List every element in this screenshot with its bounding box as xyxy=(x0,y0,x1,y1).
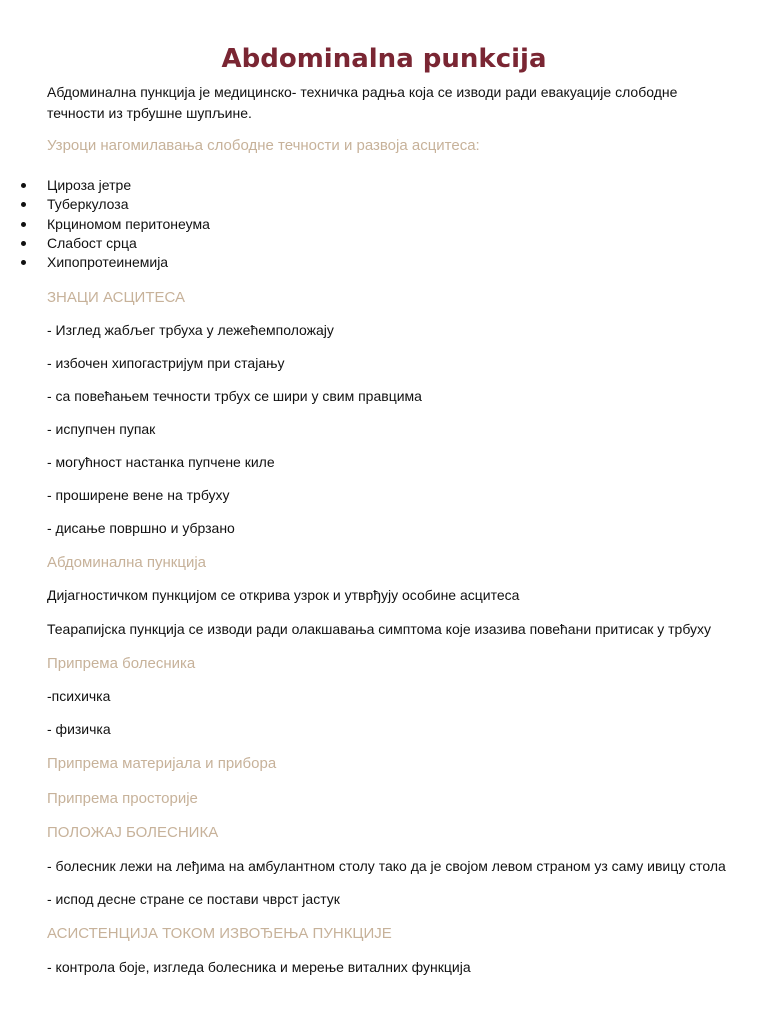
prep-materials-heading: Припрема материјала и прибора xyxy=(47,755,277,772)
sign-line: - проширене вене на трбуху xyxy=(47,487,230,503)
causes-list xyxy=(0,176,210,272)
list-item: Туберкулоза xyxy=(0,195,210,214)
sign-line: - Изглед жабљег трбуха у лежећемположају xyxy=(47,322,334,338)
position-line: - испод десне стране се постави чврст јастук xyxy=(47,891,340,907)
position-line: - болесник лежи на леђима на амбулантном столу тако да је својом левом страном уз саму ивицу стола xyxy=(47,858,726,874)
assist-line: - контрола боје, изгледа болесника и мерење виталних функција xyxy=(47,959,471,975)
bullet-icon xyxy=(21,260,26,265)
bullet-icon xyxy=(21,241,26,246)
sign-line: - избочен хипогастријум при стајању xyxy=(47,355,285,371)
position-heading: ПОЛОЖАЈ БОЛЕСНИКА xyxy=(47,824,219,841)
document-title: Abdominalna punkcija xyxy=(221,44,547,74)
list-item: Крциномом перитонеума xyxy=(0,215,210,234)
causes-heading: Узроци нагомилавања слободне течности и развоја асцитеса: xyxy=(47,137,480,154)
prep-patient-line: -психичка xyxy=(47,688,111,704)
punction-line: Теарапијска пункција се изводи ради олакшавања симптома које изазива повећани притисак у трбуху xyxy=(47,621,712,637)
bullet-icon xyxy=(21,222,26,227)
intro-paragraph: Абдоминална пункција је медицинско- техничка радња која се изводи ради евакуације слободне течности из трбушне шупљине. xyxy=(47,84,678,121)
bullet-icon xyxy=(21,183,26,188)
prep-patient-line: - физичка xyxy=(47,721,111,737)
sign-line: - дисање површно и убрзано xyxy=(47,520,235,536)
sign-line: - са повећањем течности трбух се шири у свим правцима xyxy=(47,388,422,404)
bullet-icon xyxy=(21,202,26,207)
sign-line: - могућност настанка пупчене киле xyxy=(47,454,275,470)
prep-room-heading: Припрема просторије xyxy=(47,790,198,807)
list-item: Хипопротеинемија xyxy=(0,253,210,272)
list-item: Цироза јетре xyxy=(0,176,210,195)
list-item: Слабост срца xyxy=(0,234,210,253)
assist-heading: АСИСТЕНЦИЈА ТОКОМ ИЗВОЂЕЊА ПУНКЦИЈЕ xyxy=(47,925,392,942)
signs-heading: ЗНАЦИ АСЦИТЕСА xyxy=(47,289,186,306)
punction-heading: Абдоминална пункција xyxy=(47,554,206,571)
sign-line: - испупчен пупак xyxy=(47,421,156,437)
punction-line: Дијагностичком пункцијом се открива узрок и утврђују особине асцитеса xyxy=(47,587,520,603)
prep-patient-heading: Припрема болесника xyxy=(47,655,196,672)
